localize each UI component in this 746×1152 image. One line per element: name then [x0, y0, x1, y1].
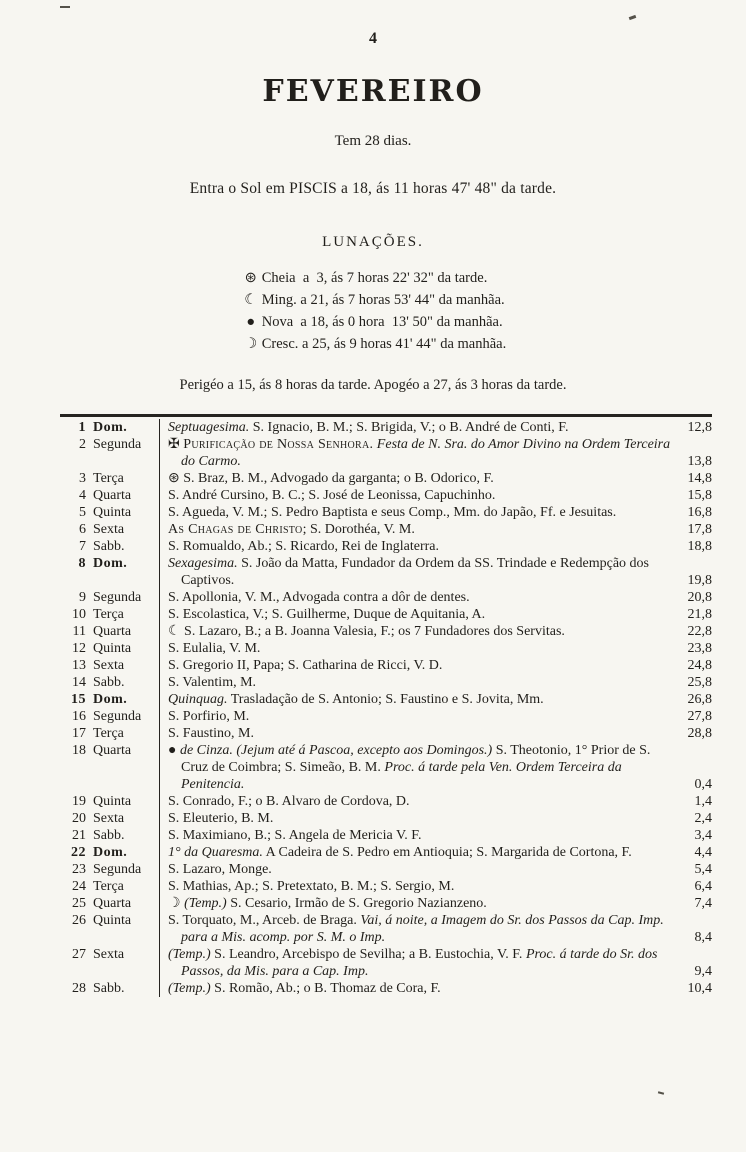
month-days-subtitle: Tem 28 dias. [334, 133, 412, 149]
weekday-label: Terça [93, 879, 124, 894]
weekday-label: Quinta [93, 505, 132, 520]
entry-segment: 1° da Quaresma. [168, 845, 263, 860]
entry-text [159, 725, 676, 742]
day-number: 20 [72, 811, 86, 826]
entry-text [159, 487, 676, 504]
calendar-row [60, 844, 712, 861]
weekday-label: Quinta [93, 794, 132, 809]
entry-segment: S. Lazaro, Monge. [168, 862, 272, 877]
entry-text [159, 538, 676, 555]
entry-segment: ☽ [168, 896, 185, 911]
calendar-row [60, 640, 712, 657]
entry-number: 0,4 [694, 777, 712, 792]
calendar-row [60, 691, 712, 708]
entry-number: 20,8 [687, 590, 712, 605]
entry-text [159, 640, 676, 657]
scan-artifact [60, 6, 70, 8]
entry-segment: S. Conrado, F.; o B. Alvaro de Cordova, D. [168, 794, 410, 809]
weekday-label: Quarta [93, 488, 132, 503]
entry-text [159, 878, 676, 895]
calendar-row [60, 810, 712, 827]
entry-number: 15,8 [687, 488, 712, 503]
weekday-label: Sexta [93, 522, 125, 537]
entry-text [159, 861, 676, 878]
scan-artifact [658, 1091, 664, 1094]
entry-segment: Vai, á noite, a Imagem do Sr. dos Passos da Cap. Imp. para a Mis. acomp. por S. M. o Imp. [181, 913, 664, 945]
lunation-text: Cheia a 3, ás 7 horas 22' 32" da tarde. [261, 270, 488, 286]
calendar-row [60, 793, 712, 810]
entry-segment: S. Torquato, M., Arceb. de Braga. [168, 913, 361, 928]
entry-segment: S. Eulalia, V. M. [168, 641, 261, 656]
weekday-label: Dom. [93, 845, 128, 860]
entry-text [159, 623, 676, 640]
entry-text [159, 436, 676, 470]
entry-segment: S. Leandro, Arcebispo de Sevilha; a B. Eustochia, V. F. [210, 947, 526, 962]
day-number: 25 [72, 896, 86, 911]
entry-segment: (Temp.) [184, 896, 227, 911]
calendar-row [60, 657, 712, 674]
lunation-item [240, 311, 507, 333]
sun-entry-line: Entra o Sol em PISCIS a 18, ás 11 horas 47' 48" da tarde. [189, 180, 557, 197]
weekday-label: Sexta [93, 658, 125, 673]
entry-segment: ● [168, 743, 180, 758]
calendar-row [60, 708, 712, 725]
entry-segment: A Cadeira de S. Pedro em Antioquia; S. Margarida de Cortona, F. [262, 845, 632, 860]
day-number: 13 [72, 658, 86, 673]
weekday-label: Dom. [93, 420, 128, 435]
page-number: 4 [369, 30, 377, 47]
calendar-row [60, 725, 712, 742]
day-number: 6 [79, 522, 86, 537]
entry-number: 4,4 [694, 845, 712, 860]
entry-number: 17,8 [687, 522, 712, 537]
weekday-label: Terça [93, 607, 124, 622]
lunations-heading: LUNAÇÕES. [322, 234, 424, 250]
entry-segment: S. Valentim, M. [168, 675, 257, 690]
entry-text [159, 793, 676, 810]
entry-segment: S. Romualdo, Ab.; S. Ricardo, Rei de Inglaterra. [168, 539, 440, 554]
day-number: 10 [72, 607, 86, 622]
calendar-row [60, 606, 712, 623]
entry-number: 19,8 [687, 573, 712, 588]
day-number: 9 [79, 590, 86, 605]
entry-text [159, 810, 676, 827]
day-number: 15 [71, 692, 86, 707]
weekday-label: Quinta [93, 913, 132, 928]
entry-segment: S. André Cursino, B. C.; S. José de Leonissa, Capuchinho. [168, 488, 496, 503]
entry-text [159, 419, 676, 436]
entry-number: 14,8 [687, 471, 712, 486]
calendar-row [60, 487, 712, 504]
entry-text [159, 555, 676, 589]
day-number: 1 [78, 420, 86, 435]
entry-segment: Quinquag. [168, 692, 228, 707]
calendar-row [60, 436, 712, 470]
waning-moon-icon: ☾ [244, 292, 258, 308]
calendar-row [60, 589, 712, 606]
weekday-label: Segunda [93, 437, 142, 452]
entry-segment: Purificação de Nossa Senhora. [183, 437, 374, 452]
entry-segment: ✠ [168, 437, 184, 452]
entry-segment: S. Escolastica, V.; S. Guilherme, Duque de Aquitania, A. [168, 607, 486, 622]
new-moon-icon: ● [246, 314, 256, 330]
entry-number: 3,4 [694, 828, 712, 843]
day-number: 14 [72, 675, 86, 690]
entry-segment: Septuagesima. [168, 420, 250, 435]
lunation-text: Ming. a 21, ás 7 horas 53' 44" da manhãa. [261, 292, 505, 308]
entry-segment: Proc. á tarde pela Ven. Ordem Terceira da Penitencia. [181, 760, 622, 792]
waxing-moon-icon: ☽ [244, 336, 258, 352]
entry-number: 16,8 [687, 505, 712, 520]
day-number: 27 [72, 947, 86, 962]
entry-text [159, 504, 676, 521]
calendar-row [60, 742, 712, 793]
day-number: 4 [79, 488, 86, 503]
entry-number: 10,4 [687, 981, 712, 996]
day-number: 7 [79, 539, 86, 554]
entry-segment: de Cinza. [179, 743, 233, 758]
entry-segment: S. Cesario, Irmão de S. Gregorio Nazianzeno. [226, 896, 487, 911]
day-number: 16 [72, 709, 86, 724]
entry-segment: S. Mathias, Ap.; S. Pretextato, B. M.; S. Sergio, M. [168, 879, 455, 894]
entry-segment: S. Ignacio, B. M.; S. Brigida, V.; o B. André de Conti, F. [249, 420, 569, 435]
entry-number: 24,8 [687, 658, 712, 673]
day-number: 21 [72, 828, 86, 843]
day-number: 8 [78, 556, 86, 571]
entry-text [159, 606, 676, 623]
entry-text [159, 708, 676, 725]
entry-text [159, 470, 676, 487]
lunation-item [240, 333, 507, 355]
entry-number: 23,8 [687, 641, 712, 656]
entry-number: 25,8 [687, 675, 712, 690]
entry-segment: S. Theotonio, 1° Prior de S. Cruz de Coimbra; S. Simeão, B. M. [181, 743, 651, 775]
entry-segment: Festa de N. Sra. do Amor Divino na Ordem Terceira do Carmo. [181, 437, 671, 469]
entry-text [159, 895, 676, 912]
calendar-row [60, 470, 712, 487]
entry-segment: S. Eleuterio, B. M. [168, 811, 274, 826]
entry-segment: S. Maximiano, B.; S. Angela de Mericia V. F. [168, 828, 422, 843]
entry-segment: (Temp.) [168, 947, 211, 962]
apsides-line: Perigéo a 15, ás 8 horas da tarde. Apogéo a 27, ás 3 horas da tarde. [179, 377, 567, 393]
calendar-row [60, 538, 712, 555]
entry-segment: S. Porfirio, M. [168, 709, 250, 724]
day-number: 22 [71, 845, 86, 860]
calendar-row [60, 878, 712, 895]
weekday-label: Dom. [93, 692, 128, 707]
entry-segment: S. Gregorio II, Papa; S. Catharina de Ricci, V. D. [168, 658, 443, 673]
day-number: 26 [72, 913, 86, 928]
entry-number: 8,4 [694, 930, 712, 945]
entry-number: 22,8 [687, 624, 712, 639]
lunation-item [240, 267, 507, 289]
day-number: 28 [72, 981, 86, 996]
weekday-label: Terça [93, 726, 124, 741]
entry-number: 6,4 [694, 879, 712, 894]
day-number: 17 [72, 726, 86, 741]
entry-text [159, 742, 676, 793]
day-number: 11 [72, 624, 86, 639]
day-number: 24 [72, 879, 86, 894]
page-title: FEVEREIRO [262, 74, 484, 109]
calendar-table [60, 414, 712, 997]
lunations-list [240, 267, 507, 355]
weekday-label: Quarta [93, 896, 132, 911]
day-number: 18 [72, 743, 86, 758]
day-number: 5 [79, 505, 86, 520]
calendar-row [60, 674, 712, 691]
entry-segment: (Jejum até á Pascoa, excepto aos Domingos.) [236, 743, 493, 758]
day-number: 2 [79, 437, 86, 452]
weekday-label: Sabb. [93, 981, 125, 996]
entry-text [159, 589, 676, 606]
lunation-text: Nova a 18, ás 0 hora 13' 50" da manhãa. [261, 314, 503, 330]
weekday-label: Sexta [93, 811, 125, 826]
lunation-text: Cresc. a 25, ás 9 horas 41' 44" da manhãa. [261, 336, 507, 352]
weekday-label: Sabb. [93, 675, 125, 690]
day-number: 19 [72, 794, 86, 809]
weekday-label: Sexta [93, 947, 125, 962]
entry-number: 5,4 [694, 862, 712, 877]
weekday-label: Terça [93, 471, 124, 486]
entry-text [159, 946, 676, 980]
entry-number: 1,4 [694, 794, 712, 809]
calendar-row [60, 895, 712, 912]
entry-text [159, 844, 676, 861]
day-number: 3 [79, 471, 86, 486]
calendar-row [60, 419, 712, 436]
weekday-label: Dom. [93, 556, 128, 571]
day-number: 12 [72, 641, 86, 656]
weekday-label: Quarta [93, 743, 132, 758]
entry-number: 26,8 [687, 692, 712, 707]
entry-text [159, 521, 676, 538]
lunation-item [240, 289, 507, 311]
entry-text [159, 657, 676, 674]
entry-text [159, 691, 676, 708]
weekday-label: Segunda [93, 590, 142, 605]
weekday-label: Sabb. [93, 828, 125, 843]
calendar-row [60, 861, 712, 878]
weekday-label: Sabb. [93, 539, 125, 554]
entry-number: 2,4 [694, 811, 712, 826]
calendar-row [60, 912, 712, 946]
entry-segment: Trasladação de S. Antonio; S. Faustino e S. Jovita, Mm. [227, 692, 544, 707]
entry-segment: Sexagesima. [168, 556, 238, 571]
entry-text [159, 674, 676, 691]
entry-segment: ☾ S. Lazaro, B.; a B. Joanna Valesia, F.; os 7 Fundadores dos Servitas. [168, 624, 565, 639]
entry-segment: As Chagas de Christo [168, 522, 303, 537]
entry-segment: S. Apollonia, V. M., Advogada contra a dôr de dentes. [168, 590, 470, 605]
entry-number: 21,8 [687, 607, 712, 622]
entry-number: 18,8 [687, 539, 712, 554]
entry-number: 7,4 [694, 896, 712, 911]
calendar-row [60, 623, 712, 640]
entry-number: 28,8 [687, 726, 712, 741]
calendar-row [60, 980, 712, 997]
entry-number: 12,8 [687, 420, 712, 435]
entry-number: 27,8 [687, 709, 712, 724]
entry-segment: Proc. á tarde do Sr. dos Passos, da Mis. para a Cap. Imp. [181, 947, 658, 979]
weekday-label: Segunda [93, 709, 142, 724]
weekday-label: Quinta [93, 641, 132, 656]
calendar-row [60, 555, 712, 589]
day-number: 23 [72, 862, 86, 877]
weekday-label: Segunda [93, 862, 142, 877]
entry-segment: ⊛ S. Braz, B. M., Advogado da garganta; o B. Odorico, F. [168, 471, 494, 486]
full-moon-icon: ⊛ [244, 270, 257, 286]
entry-segment: S. João da Matta, Fundador da Ordem da SS. Trindade e Redempção dos Captivos. [181, 556, 649, 588]
calendar-row [60, 521, 712, 538]
entry-number: 9,4 [694, 964, 712, 979]
entry-segment: ; S. Dorothéa, V. M. [302, 522, 415, 537]
entry-segment: S. Romão, Ab.; o B. Thomaz de Cora, F. [210, 981, 441, 996]
entry-segment: S. Faustino, M. [168, 726, 254, 741]
calendar-row [60, 504, 712, 521]
entry-segment: (Temp.) [168, 981, 211, 996]
entry-text [159, 827, 676, 844]
entry-text [159, 980, 676, 997]
calendar-row [60, 827, 712, 844]
weekday-label: Quarta [93, 624, 132, 639]
calendar-row [60, 946, 712, 980]
entry-segment: S. Agueda, V. M.; S. Pedro Baptista e seus Comp., Mm. do Japão, Ff. e Jesuitas. [168, 505, 617, 520]
entry-text [159, 912, 676, 946]
entry-number: 13,8 [687, 454, 712, 469]
